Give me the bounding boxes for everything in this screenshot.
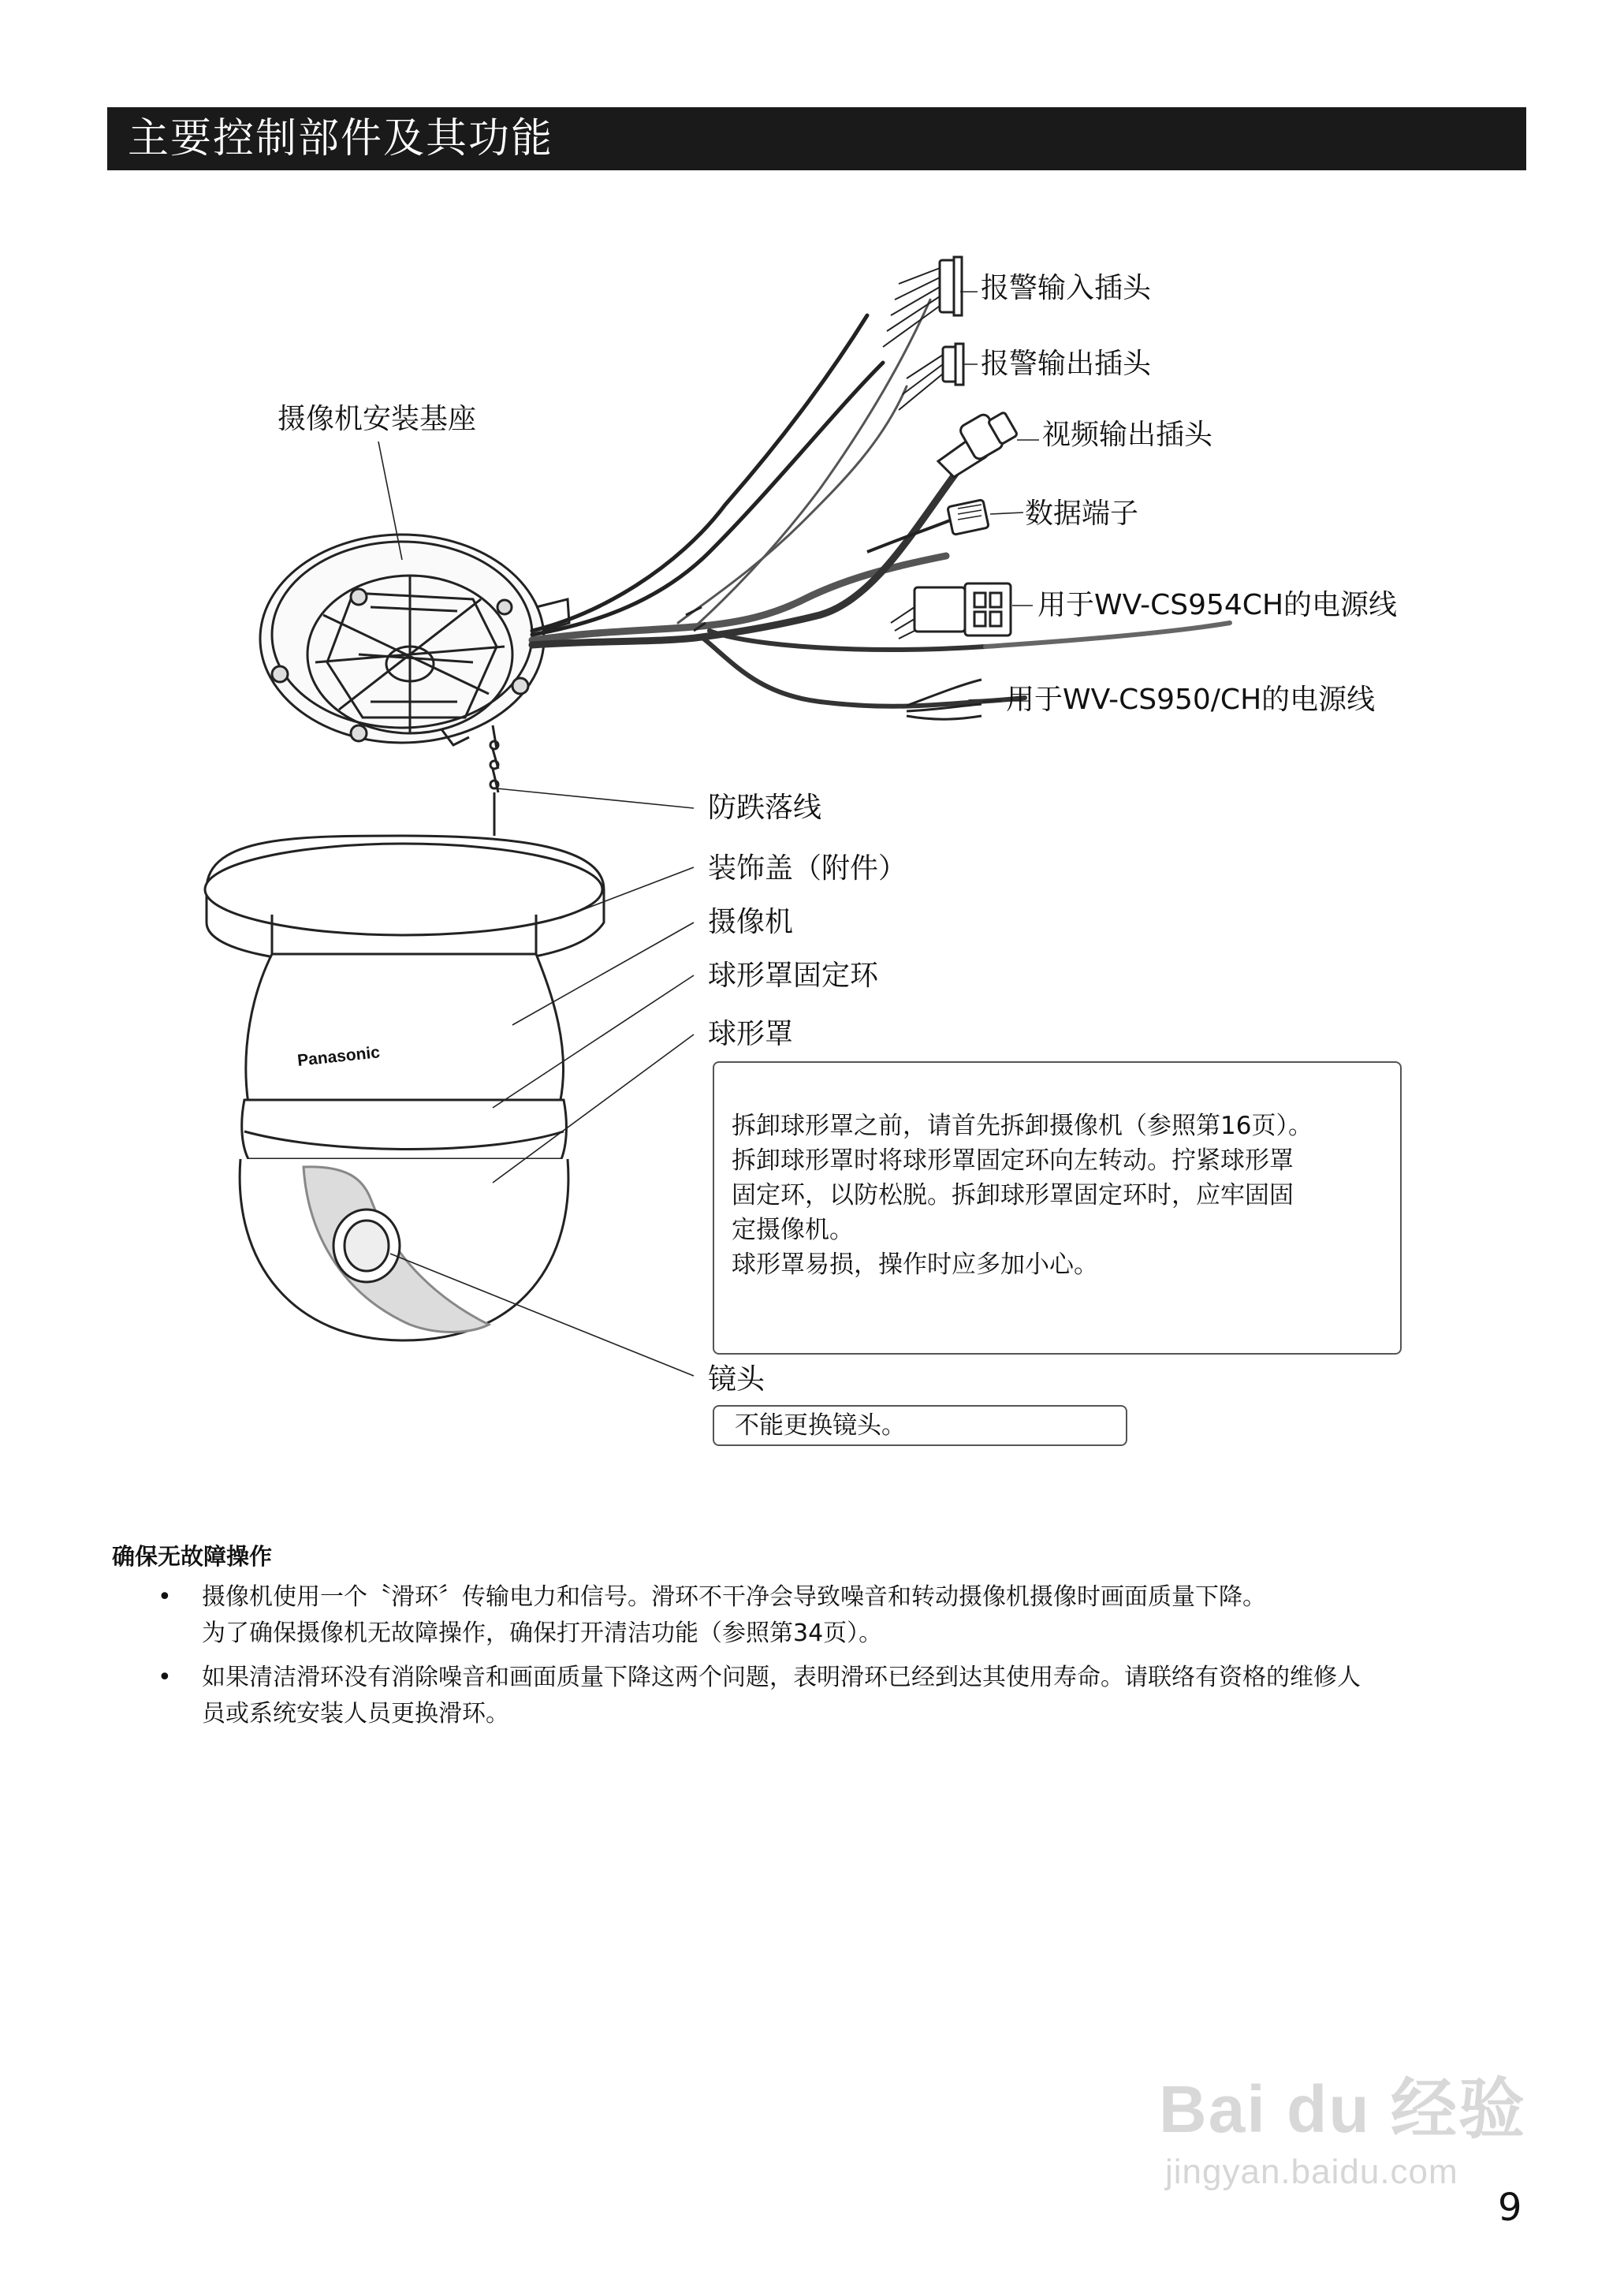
label-camera: 摄像机	[708, 906, 794, 938]
dome-note-line: 固定环，以防松脱。拆卸球形罩固定环时，应牢固固	[732, 1181, 1294, 1210]
power-954-connector	[891, 583, 1011, 639]
label-safety-wire: 防跌落线	[708, 792, 822, 824]
safety-wire	[490, 725, 498, 836]
watermark-logo: Bai du 经验	[1159, 2072, 1527, 2146]
label-alarm-out: 报警输出插头	[981, 348, 1152, 380]
dome-note-box	[713, 1061, 1402, 1355]
trim-cover-illustration	[205, 836, 604, 966]
label-data-terminal: 数据端子	[1025, 498, 1139, 530]
lens-note-box	[713, 1405, 1127, 1446]
watermark-url: jingyan.baidu.com	[1165, 2152, 1458, 2191]
label-power-954: 用于WV-CS954CH的电源线	[1037, 589, 1398, 621]
label-dome: 球形罩	[708, 1018, 794, 1050]
label-trim-cover: 装饰盖（附件）	[708, 852, 907, 885]
notes-title: 确保无故障操作	[112, 1543, 273, 1570]
page-title: 主要控制部件及其功能	[128, 115, 554, 162]
label-video-out: 视频输出插头	[1042, 419, 1213, 451]
camera-brand-label: Panasonic	[296, 1043, 381, 1070]
label-dome-ring: 球形罩固定环	[708, 960, 879, 992]
note-item-line: 如果清洁滑环没有消除噪音和画面质量下降这两个问题，表明滑环已经到达其使用寿命。请联络有资格的维修人	[202, 1664, 1361, 1691]
dome-note-line: 球形罩易损，操作时应多加小心。	[732, 1250, 1098, 1279]
bullet-marker: •	[158, 1664, 172, 1691]
label-mount-base: 摄像机安装基座	[277, 403, 477, 435]
label-lens: 镜头	[708, 1363, 765, 1396]
dome-note-line: 定摄像机。	[732, 1216, 854, 1244]
page-number: 9	[1498, 2186, 1522, 2230]
note-item-line: 员或系统安装人员更换滑环。	[202, 1700, 509, 1728]
alarm-out-connector	[899, 344, 963, 410]
note-item-line: 摄像机使用一个〝滑环〞传输电力和信号。滑环不干净会导致噪音和转动摄像机摄像时画面质量下降。	[202, 1583, 1266, 1611]
mount-base-illustration	[260, 535, 569, 745]
label-alarm-in: 报警输入插头	[981, 272, 1152, 304]
bullet-marker: •	[158, 1583, 172, 1611]
label-power-950: 用于WV-CS950/CH的电源线	[1006, 684, 1376, 716]
video-bnc-connector	[938, 412, 1018, 477]
note-item-line: 为了确保摄像机无故障操作，确保打开清洁功能（参照第34页）。	[202, 1620, 883, 1647]
dome-note-line: 拆卸球形罩之前，请首先拆卸摄像机（参照第16页）。	[732, 1112, 1313, 1140]
alarm-in-connector	[883, 257, 962, 347]
lens-note-text: 不能更换镜头。	[735, 1411, 906, 1440]
camera-body-illustration	[240, 954, 568, 1340]
dome-note-line: 拆卸球形罩时将球形罩固定环向左转动。拧紧球形罩	[732, 1146, 1294, 1175]
